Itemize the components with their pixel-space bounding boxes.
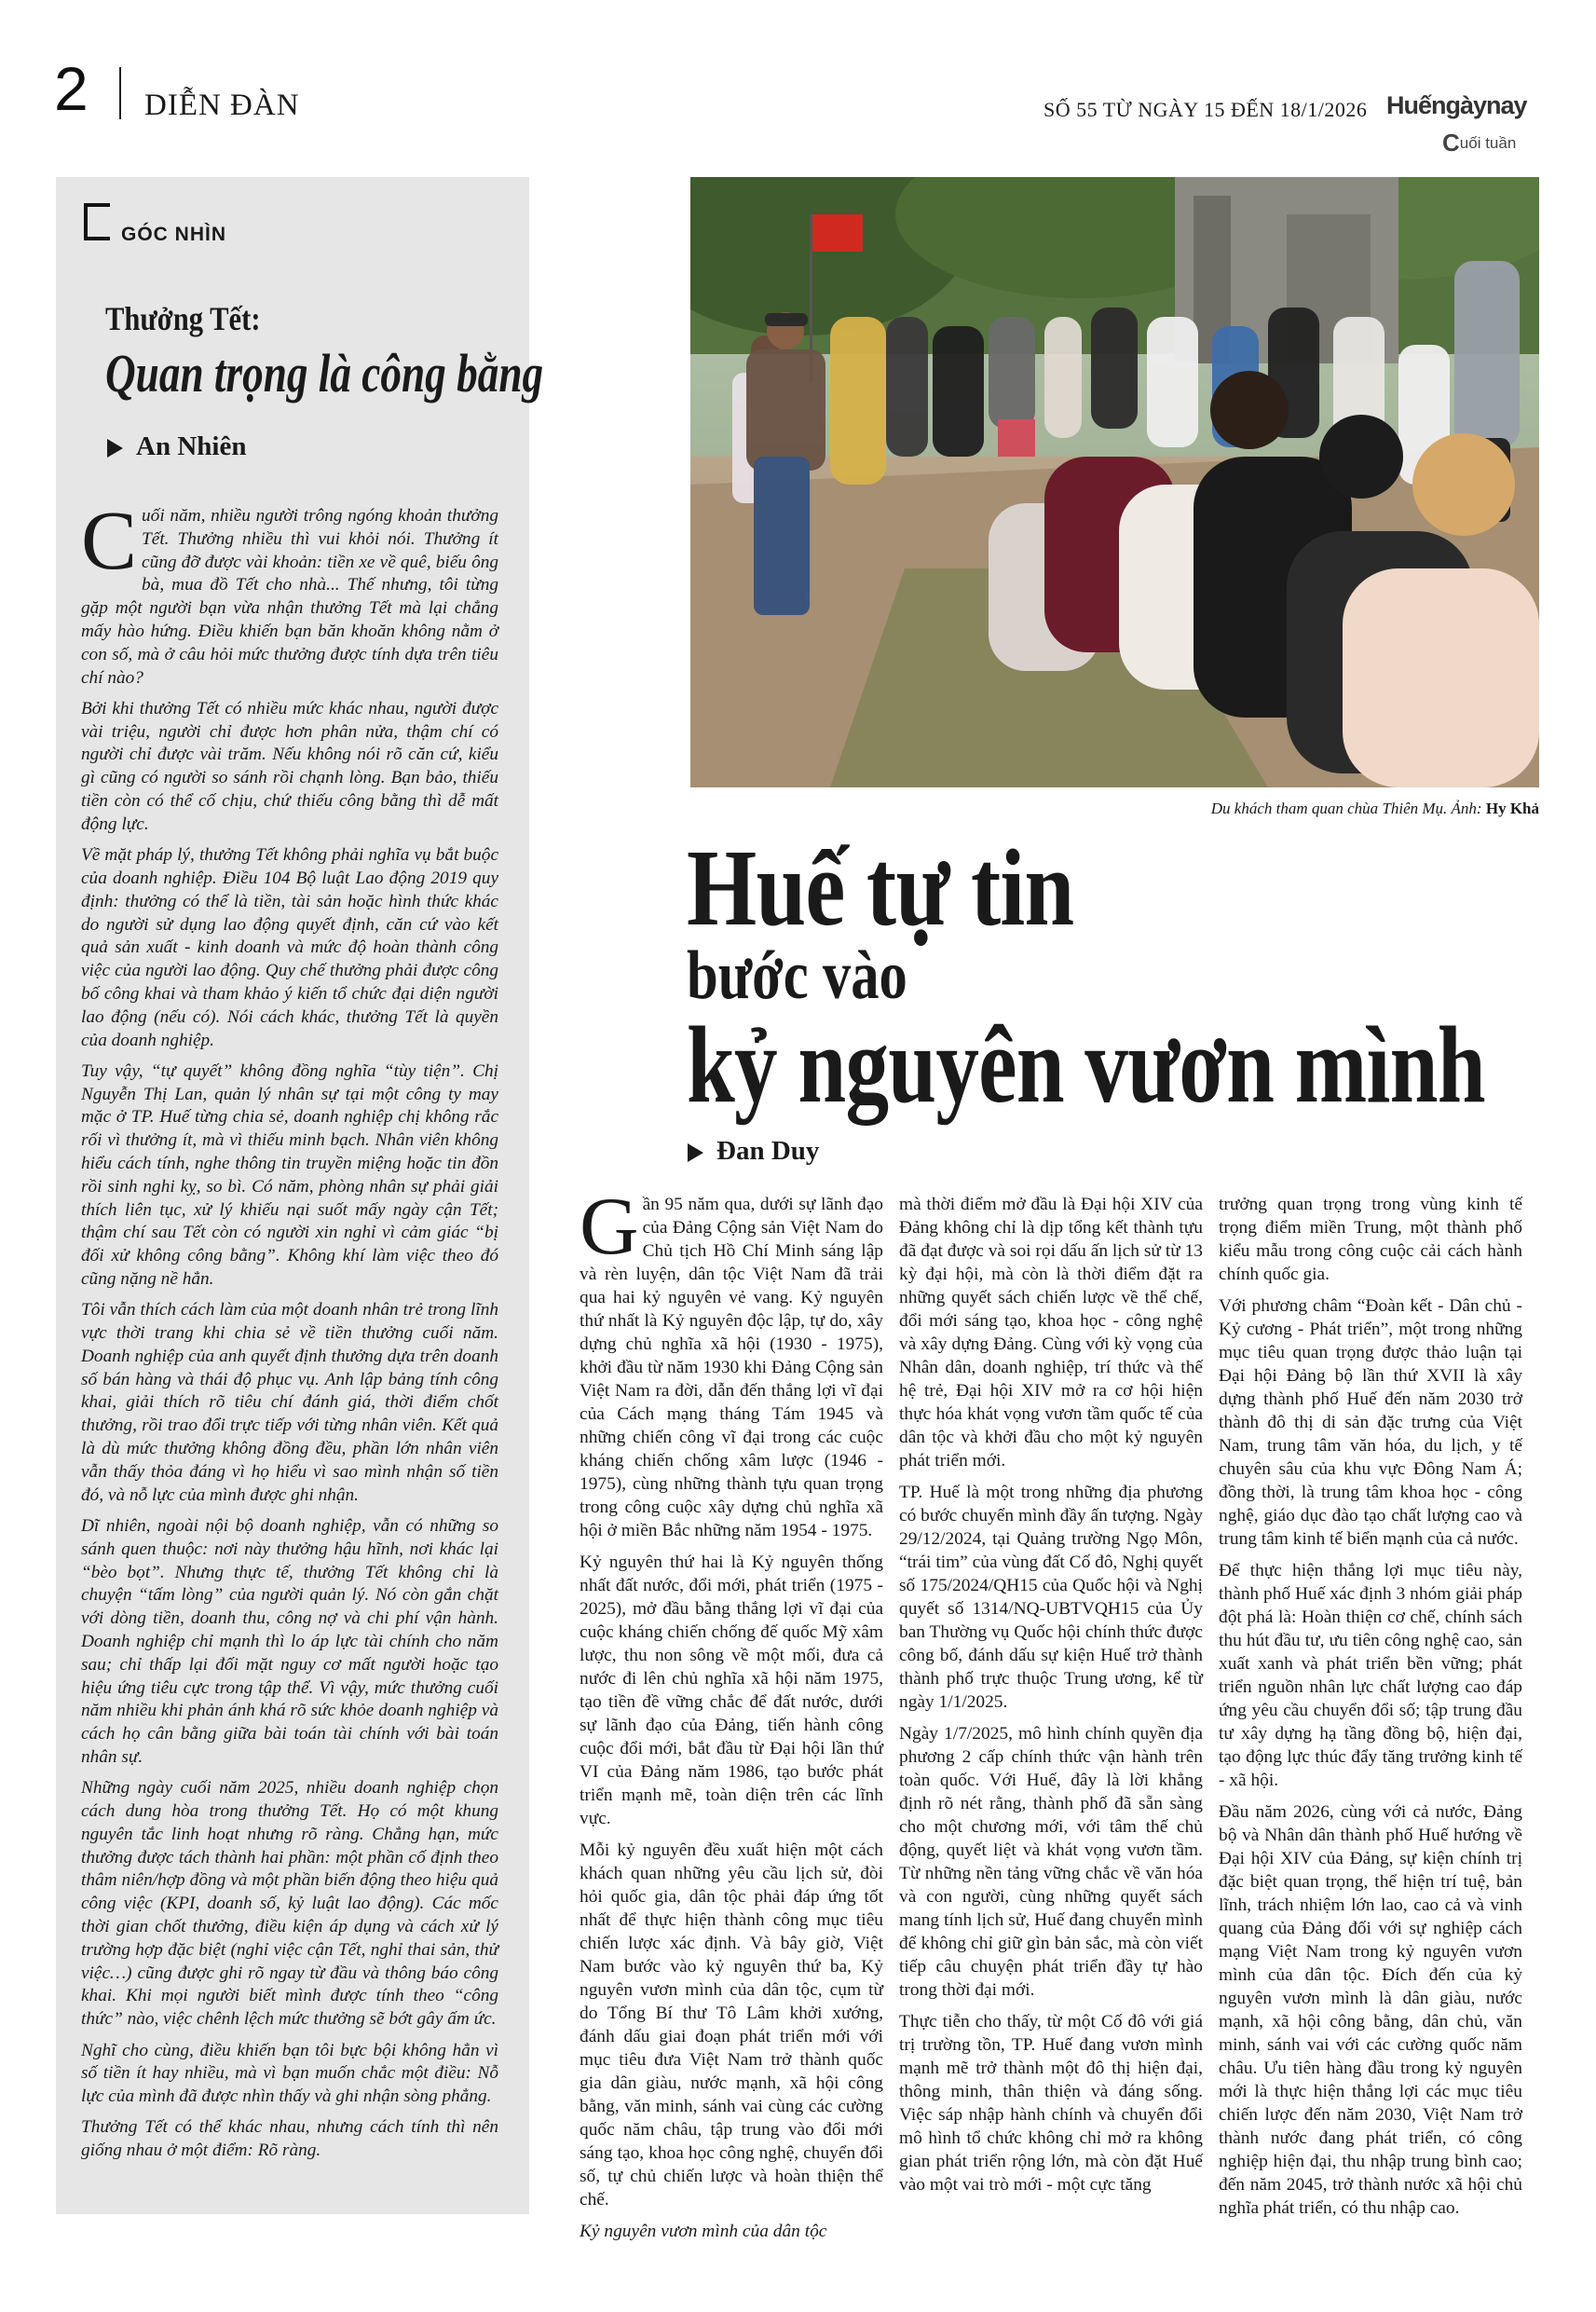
sidebar-dropcap: C [81,495,138,587]
article-paragraph: Kỷ nguyên thứ hai là Kỷ nguyên thống nhất đất nước, đổi mới, phát triển (1975 - 2025), mở đầu bằng thắng lợi vĩ đại của cuộc kháng chiến chống đế quốc Mỹ xâm lược, thu non sông về một mối, đưa cả nước đi lên chủ nghĩa xã hội năm 1975, tạo tiền đề vững chắc để đất nước, dưới sự lãnh đạo của Đảng, tiến hành công cuộc đổi mới, bắt đầu từ Đại hội lần thứ VI của Đảng năm 1986, tạo bước phát triển mạnh mẽ, toàn diện trên các lĩnh vực. [580,1553,883,1828]
article-column-1 [580,1182,883,2251]
sidebar-author: An Nhiên [136,431,247,461]
sidebar-paragraph: Bởi khi thưởng Tết có nhiều mức khác nhau, người được vài triệu, người chỉ được hơn phân nửa, thậm chí có người chỉ được vài trăm. Nếu không nói rõ căn cứ, kiểu gì cũng có người so sánh rồi chạnh lòng. Bạn bảo, thiếu tiền còn có thể cố chịu, chứ thiếu công bằng thì dễ mất động lực. [81,698,498,834]
issue-info: SỐ 55 TỪ NGÀY 15 ĐẾN 18/1/2026 [1044,98,1368,121]
article-paragraph [580,1182,883,1542]
article-paragraph-text: ần 95 năm qua, dưới sự lãnh đạo của Đảng Cộng sản Việt Nam do Chủ tịch Hồ Chí Minh sáng lập và rèn luyện, dân tộc Việt Nam đã trải qua hai kỷ nguyên vẻ vang. Kỷ nguyên thứ nhất là Kỷ nguyên độc lập, tự do, xây dựng chủ nghĩa xã hội (1930 - 1975), khởi đầu từ năm 1930 khi Đảng Cộng sản Việt Nam ra đời, dẫn đến thắng lợi vĩ đại của Cách mạng tháng Tám 1945 và những chiến công vĩ đại trong các cuộc kháng chiến chống xâm lược (1946 - 1975), cùng những thành tựu quan trọng trong công cuộc xây dựng chủ nghĩa xã hội ở miền Bắc những năm 1954 - 1975. [580,1195,883,1540]
sidebar-paragraph: Dĩ nhiên, ngoài nội bộ doanh nghiệp, vẫn có những so sánh quen thuộc: nơi này thưởng hậu hĩnh, nơi khác lại “bèo bọt”. Nhưng thực tế, thưởng Tết không chỉ là chuyện “tấm lòng” của người quản lý. Nó còn gắn chặt với dòng tiền, doanh thu, công nợ và chi phí vận hành. Doanh nghiệp chỉ mạnh thì lo áp lực tài chính cho năm sau; chỉ thấp lại đối mặt nguy cơ mất người hoặc tạo hiệu ứng tiêu cực trong tập thể. Vì vậy, mức thưởng cuối năm nhiều khi phản ánh khá rõ sức khỏe doanh nghiệp và cách họ cân bằng giữa bài toán tài chính với bài toán nhân sự. [81,1515,498,1767]
page-number: 2 [54,54,89,123]
sidebar-title-line1: Thưởng Tết: [105,300,261,337]
sidebar-byline [107,431,246,462]
article-paragraph: Thực tiễn cho thấy, từ một Cố đô với giá trị trường tồn, TP. Huế đang vươn mình mạnh mẽ trở thành một đô thị hiện đại, thông minh, thân thiện và đáng sống. Việc sáp nhập hành chính và chuyển đổi mô hình tổ chức không chỉ mở ra không gian phát triển rộng lớn, mà còn đặt Huế vào một vai trò mới - một cực tăng [899,2012,1203,2195]
sidebar-paragraph: Nghĩ cho cùng, điều khiến bạn tôi bực bội không hẳn vì số tiền ít hay nhiều, mà vì bạn muốn chắc một điều: Nỗ lực của mình đã được nhìn thấy và ghi nhận sòng phẳng. [81,2040,498,2107]
article-paragraph: Ngày 1/7/2025, mô hình chính quyền địa phương 2 cấp chính thức vận hành trên toàn quốc. Với Huế, đây là lời khẳng định rõ nét rằng, thành phố đã sẵn sàng cho một chương mới, với tâm thế chủ động, quyết liệt và khát vọng vươn tầm. Từ những nền tảng vững chắc về văn hóa và con người, cùng những quyết sách mang tính lịch sử, Huế đang chuyển mình để không chỉ giữ gìn bản sắc, mà còn viết tiếp câu chuyện phát triển đầy tự hào trong thời đại mới. [899,1724,1203,2000]
column-frame-icon [84,203,110,240]
caption-credit: Hy Khả [1485,800,1539,817]
logo-subline [1442,129,1516,157]
sidebar-paragraph: Tôi vẫn thích cách làm của một doanh nhân trẻ trong lĩnh vực thời trang khi chia sẻ về tiền thưởng cuối năm. Doanh nghiệp của anh quyết định thưởng dựa trên doanh số bán hàng và thái độ phục vụ. Anh lập bảng tính công khai, giải thích rõ tiêu chí đánh giá, thời điểm chốt thưởng, rồi trao đổi trực tiếp với từng nhân viên. Kết quả là dù mức thưởng không đồng đều, phần lớn nhân viên vẫn thấy thỏa đáng vì họ hiểu vì sao mình nhận số tiền đó, và nỗ lực của mình được ghi nhận. [81,1300,498,1505]
article-byline [688,1135,819,1167]
opinion-sidebar [56,177,544,2214]
tourists-photo-illustration [690,177,1539,787]
byline-triangle-icon [107,439,123,458]
article-paragraph: mà thời điểm mở đầu là Đại hội XIV của Đảng không chỉ là dịp tổng kết thành tựu đã đạt được và soi rọi dấu ấn lịch sử từ 13 kỳ đại hội, mà còn là thời điểm đặt ra những quyết sách chiến lược về thể chế, đổi mới sáng tạo, khoa học - công nghệ và xây dựng Đảng. Cùng với kỳ vọng của Nhân dân, doanh nghiệp, trí thức và thế hệ trẻ, Đại hội XIV mở ra cơ hội hiện thực hóa khát vọng vươn tầm quốc tế của dân tộc và khởi đầu cho một kỷ nguyên phát triển mới. [899,1195,1203,1471]
headline-line3: kỷ nguyên vươn mình [687,1004,1485,1126]
sidebar-title-line2: Quan trọng là công bằng [105,343,544,404]
sidebar-paragraph: Những ngày cuối năm 2025, nhiều doanh nghiệp chọn cách dung hòa trong thưởng Tết. Họ có một khung nguyên tắc linh hoạt nhưng rõ ràng. Chẳng hạn, mức thưởng được tách thành hai phần: một phần cố định theo thâm niên/hợp đồng và một phần biến động theo hiệu quả công việc (KPI, doanh số, kỷ luật lao động). Các mốc thời gian chốt thưởng, điều kiện áp dụng và cách xử lý trường hợp đặc biệt (nghỉ việc cận Tết, nghỉ thai sản, thử việc…) cũng được ghi rõ ngay từ đầu và thông báo công khai. Khi mọi người biết mình được tính theo “công thức” nào, việc chênh lệch mức thưởng sẽ bớt gây ấm ức. [81,1778,498,2030]
sidebar-paragraph-text: uối năm, nhiều người trông ngóng khoản thưởng Tết. Thưởng nhiều thì vui khỏi nói. Thưởng ít cũng đỡ được vài khoản: tiền xe về quê, biếu ông bà, mua đồ Tết cho nhà... Thế nhưng, tôi từng gặp một người bạn vừa nhận thưởng Tết mà lại chẳng mấy hào hứng. Điều khiến bạn băn khoăn không nằm ở con số, mà ở câu hỏi mức thưởng được tính dựa trên tiêu chí nào? [81,506,498,688]
article-author: Đan Duy [716,1136,820,1166]
logo-subline-text: uối tuần [1459,134,1517,152]
article-paragraph: Đầu năm 2026, cùng với cả nước, Đảng bộ và Nhân dân thành phố Huế hướng về Đại hội XIV của Đảng, sự kiện chính trị đặc biệt quan trọng, thể hiện trí tuệ, bản lĩnh, trách nhiệm lớn lao, cao cả và vinh quang của Đảng đối với sự nghiệp cách mạng Việt Nam trong kỷ nguyên vươn mình của dân tộc. Đích đến của kỷ nguyên vươn mình là dân giàu, nước mạnh, xã hội công bằng, dân chủ, văn minh, sánh vai với các cường quốc năm châu. Ưu tiên hàng đầu trong kỷ nguyên mới là thực hiện thắng lợi các mục tiêu chiến lược đến năm 2030, Việt Nam trở thành nước đang phát triển, có công nghiệp hiện đại, thu nhập trung bình cao; đến năm 2045, trở thành nước xã hội chủ nghĩa phát triển, có thu nhập cao. [1219,1802,1522,2218]
article-paragraph: TP. Huế là một trong những địa phương có bước chuyển mình đầy ấn tượng. Ngày 29/12/2024, tại Quảng trường Ngọ Môn, “trái tim” của vùng đất Cố đô, Nghị quyết số 175/2024/QH15 của Quốc hội và Nghị quyết số 1314/NQ-UBTVQH15 của Ủy ban Thường vụ Quốc hội chính thức được công bố, đánh dấu sự kiện Huế trở thành thành phố trực thuộc Trung ương, kể từ ngày 1/1/2025. [899,1483,1203,1712]
article-column-3 [1219,1193,1522,2228]
article-paragraph: Mỗi kỷ nguyên đều xuất hiện một cách khách quan những yêu cầu lịch sử, đòi hỏi quốc gia, dân tộc phải đáp ứng tốt nhất để thực hiện thành công mục tiêu chiến lược xác định. Và bây giờ, Việt Nam bước vào kỷ nguyên thứ ba, Kỷ nguyên vươn mình của dân tộc, cụm từ do Tổng Bí thư Tô Lâm khởi xướng, đánh dấu giai đoạn phát triển mới với mục tiêu đưa Việt Nam trở thành quốc gia dân giàu, nước mạnh, xã hội công bằng, văn minh, sánh vai cùng các cường quốc năm châu, tập trung vào đổi mới sáng tạo, khoa học công nghệ, chuyển đổi số, tự chủ chiến lược và hoàn thiện thể chế. [580,1840,883,2209]
caption-text: Du khách tham quan chùa Thiên Mụ. Ảnh: [1210,800,1486,817]
publication-logo [1386,91,1537,158]
headline-line2: bước vào [687,937,907,1014]
header-divider [119,67,121,119]
logo-c-mark: C [1442,129,1460,157]
logo-wordmark: Huếngàynay [1386,91,1527,119]
article-column-2 [899,1193,1203,2205]
article-photo [690,177,1539,787]
photo-caption [932,800,1539,818]
article-paragraph: Với phương châm “Đoàn kết - Dân chủ - Kỷ cương - Phát triển”, một trong những mục tiêu quan trọng được thảo luận tại Đại hội Đảng bộ lần thứ XVII là xây dựng thành phố Huế đến năm 2030 trở thành đô thị di sản đặc trưng của Việt Nam, trung tâm văn hóa, du lịch, y tế chuyên sâu của khu vực Đông Nam Á; đồng thời, là trung tâm khoa học - công nghệ, giáo dục đào tạo chất lượng cao và trung tâm kinh tế biển mạnh của cả nước. [1219,1296,1522,1549]
article-dropcap: G [580,1182,639,1272]
sidebar-paragraph [81,495,498,690]
sidebar-body [81,495,498,2170]
sidebar-paragraph: Tuy vậy, “tự quyết” không đồng nghĩa “tùy tiện”. Chị Nguyễn Thị Lan, quản lý nhân sự tại một công ty may mặc ở TP. Huế từng chia sẻ, doanh nghiệp chị không rắc rối vì thưởng ít, mà vì thiếu minh bạch. Nhân viên không hiểu cách tính, nghe thông tin truyền miệng hoặc tin đồn rồi sinh nghi kỵ, so bì. Có năm, phòng nhân sự phải giải thích liên tục, xử lý khiếu nại suốt mấy ngày cận Tết; thậm chí sau Tết còn có người xin nghỉ vì cảm giác “bị đối xử không công bằng”. Không khí làm việc theo đó cũng nặng nề hẳn. [81,1060,498,1289]
article-paragraph: trưởng quan trọng trong vùng kinh tế trọng điểm miền Trung, một thành phố kiểu mẫu trong công cuộc cải cách hành chính quốc gia. [1219,1195,1522,1284]
byline-triangle-icon [688,1143,703,1162]
section-title: DIỄN ĐÀN [144,89,300,122]
column-label: GÓC NHÌN [121,224,226,245]
sidebar-paragraph: Thưởng Tết có thể khác nhau, nhưng cách tính thì nên giống nhau ở một điểm: Rõ ràng. [81,2117,498,2161]
article-paragraph: Để thực hiện thắng lợi mục tiêu này, thành phố Huế xác định 3 nhóm giải pháp đột phá là: Hoàn thiện cơ chế, chính sách thu hút đầu tư, ưu tiên công nghệ cao, sản xuất xanh và phát triển bền vững; phát triển nguồn nhân lực chất lượng cao đáp ứng yêu cầu chuyển đổi số; tập trung đầu tư xây dựng hạ tầng đồng bộ, hiện đại, tạo động lực thúc đẩy tăng trưởng kinh tế - xã hội. [1219,1561,1522,1790]
sidebar-paragraph: Về mặt pháp lý, thưởng Tết không phải nghĩa vụ bắt buộc của doanh nghiệp. Điều 104 Bộ luật Lao động 2019 quy định: thưởng có thể là tiền, tài sản hoặc hình thức khác do người sử dụng lao động quyết định, căn cứ vào kết quả sản xuất - kinh doanh và mức độ hoàn thành công việc của người lao động. Quy chế thưởng phải được công bố công khai và tham khảo ý kiến tổ chức đại diện người lao động (nếu có). Nói cách khác, thưởng Tết là quyền của doanh nghiệp. [81,845,498,1050]
headline-line1: Huế tự tin [687,827,1074,949]
article-paragraph: Kỷ nguyên vươn mình của dân tộc [580,2222,827,2241]
